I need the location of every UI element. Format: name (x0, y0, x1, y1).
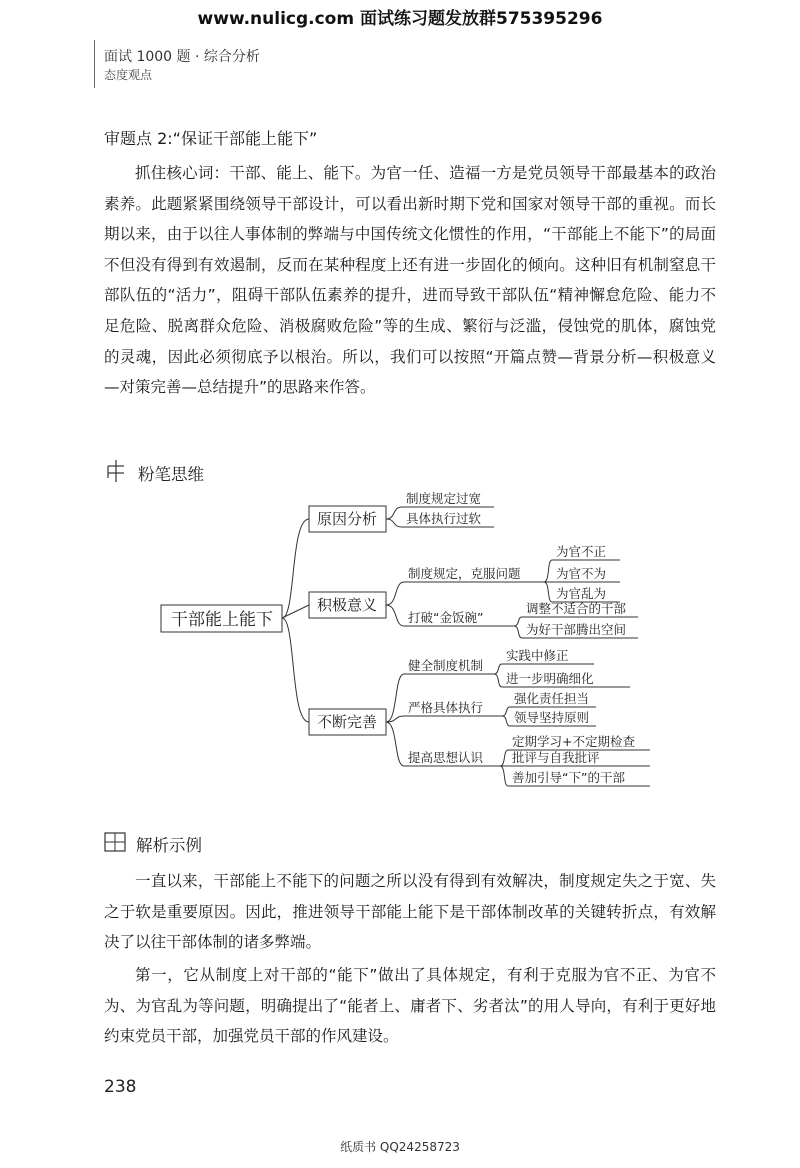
connector-root-b2 (282, 605, 309, 618)
b1-leaf-1: 制度规定过宽 (406, 491, 482, 506)
connector-root-b1 (282, 519, 309, 618)
analysis-paragraph-1: 一直以来，干部能上不能下的问题之所以没有得到有效解决，制度规定失之于宽、失之于软是重要原因。因此，推进领导干部能上能下是干部体制改革的关键转折点，有效解决了以往干部体制的诸多弊端。 (104, 872, 716, 952)
connector-root-b3 (282, 618, 309, 722)
section1-body: 抓住核心词：干部、能上、能下。为官一任、造福一方是党员领导干部最基本的政治素养。此题紧紧围绕领导干部设计，可以看出新时期下党和国家对领导干部的重视。而长期以来，由于以往人事体制的弊端与中国传统文化惯性的作用，“干部能上不能下”的局面不但没有得到有效遏制，反而在某种程度上还有进一步固化的倾向。这种旧有机制窒息干部队伍的“活力”，阻碍干部队伍素养的提升，进而导致干部队伍“精神懈怠危险、能力不足危险、脱离群众危险、消极腐败危险”等的生成、繁衍与泛滥，侵蚀党的肌体，腐蚀党的灵魂，因此必须彻底予以根治。所以，我们可以按照“开篇点赞—背景分析—积极意义—对策完善—总结提升”的思路来作答。 (104, 164, 716, 397)
b3s2-leaf-1: 强化责任担当 (514, 691, 590, 706)
b2-sub-1: 制度规定，克服问题 (408, 566, 521, 581)
b2s1-leaf-3: 为官乱为 (556, 586, 607, 601)
b3-sub-1: 健全制度机制 (408, 658, 484, 673)
footer-note: 纸质书 QQ24258723 (340, 1140, 460, 1154)
connector-b2-s1 (386, 582, 544, 605)
mindmap-root: 干部能上能下 (171, 610, 273, 630)
b3s3-leaf-2: 批评与自我批评 (512, 750, 600, 765)
analysis-paragraph-2: 第一，它从制度上对干部的“能下”做出了具体规定，有利于克服为官不正、为官不为、为官乱为等问题，明确提出了“能者上、庸者下、劣者汰”的用人导向，有利于更好地约束党员干部，加强党员干部的作风建设。 (104, 966, 716, 1046)
b3s3-leaf-1: 定期学习+不定期检查 (512, 734, 635, 749)
b3s1-leaf-2: 进一步明确细化 (506, 671, 594, 686)
site-banner: www.nulicg.com 面试练习题发放群575395296 (197, 9, 603, 29)
connector-b3-s2 (386, 716, 502, 722)
section1-heading: 审题点 2:“保证干部能上能下” (104, 129, 318, 148)
b2s2-leaf-1: 调整不适合的干部 (526, 601, 627, 616)
book-subtitle: 态度观点 (104, 68, 153, 82)
b3-sub-3: 提高思想认识 (408, 750, 484, 765)
mindmap-b2-label: 积极意义 (316, 596, 378, 614)
mindmap-b1-label: 原因分析 (316, 510, 378, 528)
mindmap-section-title: 粉笔思维 (138, 465, 204, 484)
page-number: 238 (104, 1077, 137, 1097)
b3s1-leaf-1: 实践中修正 (506, 648, 569, 663)
b3s3-leaf-3: 善加引导“下”的干部 (512, 770, 625, 785)
b2s2-leaf-2: 为好干部腾出空间 (526, 622, 627, 637)
grid-section-icon (104, 832, 126, 852)
b1-leaf-2: 具体执行过软 (406, 511, 482, 526)
b3s2-leaf-2: 领导坚持原则 (514, 710, 590, 725)
mindmap-b3-label: 不断完善 (316, 713, 378, 731)
b2s1-leaf-2: 为官不为 (556, 566, 607, 581)
analysis-section-title: 解析示例 (136, 836, 202, 855)
b2s1-leaf-1: 为官不正 (556, 544, 607, 559)
b2-sub-2: 打破“金饭碗” (408, 610, 484, 625)
book-title: 面试 1000 题 · 综合分析 (104, 49, 260, 65)
b3-sub-2: 严格具体执行 (408, 700, 484, 715)
